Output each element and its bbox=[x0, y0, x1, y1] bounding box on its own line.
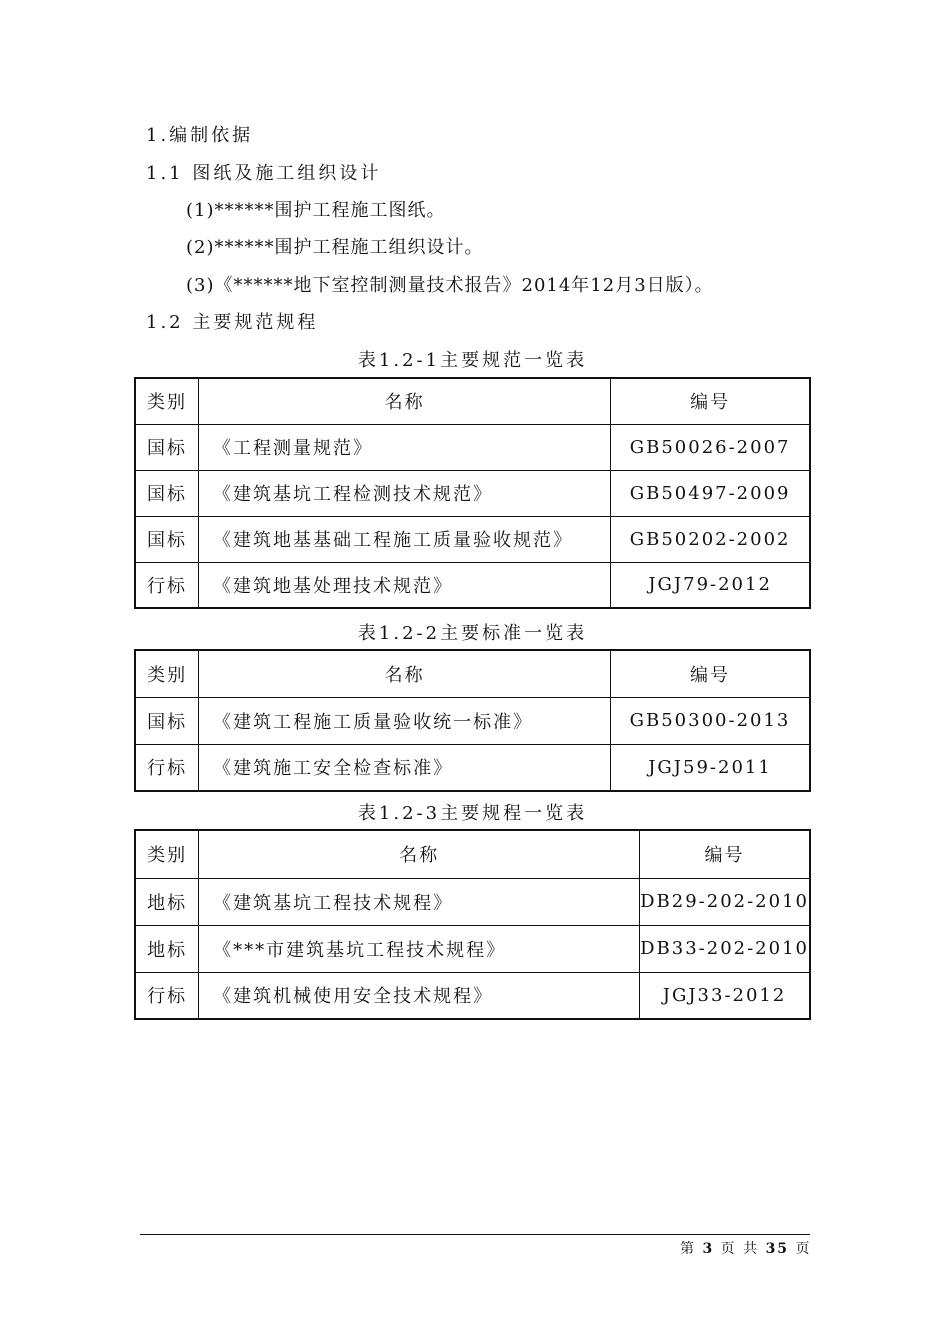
header-category: 类别 bbox=[135, 650, 199, 697]
row-code: GB50026-2007 bbox=[611, 424, 810, 470]
row-name: 《建筑机械使用安全技术规程》 bbox=[199, 972, 640, 1019]
row-code: GB50202-2002 bbox=[611, 516, 810, 562]
regulations-table bbox=[134, 829, 811, 1020]
page-footer bbox=[680, 1238, 812, 1258]
section-heading-1-2: 1.2 主要规范规程 bbox=[146, 312, 319, 333]
table-caption: 表1.2-2主要标准一览表 bbox=[357, 623, 588, 644]
row-name: 《工程测量规范》 bbox=[199, 424, 611, 470]
header-code: 编号 bbox=[640, 830, 810, 878]
table-row bbox=[135, 562, 810, 608]
row-code: JGJ33-2012 bbox=[640, 972, 810, 1019]
table-row bbox=[135, 925, 810, 972]
row-category: 地标 bbox=[135, 878, 199, 925]
row-code: JGJ79-2012 bbox=[611, 562, 810, 608]
table-header-row bbox=[135, 378, 810, 424]
row-name: 《建筑基坑工程检测技术规范》 bbox=[199, 470, 611, 516]
basis-item-2: (2)******围护工程施工组织设计。 bbox=[186, 237, 484, 258]
row-name: 《建筑地基处理技术规范》 bbox=[199, 562, 611, 608]
row-code: DB33-202-2010 bbox=[640, 925, 810, 972]
table-row bbox=[135, 878, 810, 925]
basis-item-1: (1)******围护工程施工图纸。 bbox=[186, 200, 446, 221]
row-code: DB29-202-2010 bbox=[640, 878, 810, 925]
table-header-row bbox=[135, 830, 810, 878]
header-code: 编号 bbox=[611, 378, 810, 424]
table-caption: 表1.2-1主要规范一览表 bbox=[357, 350, 588, 371]
header-name: 名称 bbox=[199, 830, 640, 878]
page-number: 3 bbox=[702, 1241, 715, 1257]
row-category: 行标 bbox=[135, 562, 199, 608]
row-category: 国标 bbox=[135, 424, 199, 470]
standards-table bbox=[134, 649, 811, 792]
table-row bbox=[135, 744, 810, 791]
row-code: GB50300-2013 bbox=[611, 697, 810, 744]
row-category: 国标 bbox=[135, 697, 199, 744]
row-name: 《建筑地基基础工程施工质量验收规范》 bbox=[199, 516, 611, 562]
row-code: JGJ59-2011 bbox=[611, 744, 810, 791]
header-category: 类别 bbox=[135, 830, 199, 878]
footer-middle: 页 共 bbox=[720, 1241, 760, 1257]
row-category: 国标 bbox=[135, 516, 199, 562]
section-heading-1: 1.编制依据 bbox=[146, 125, 254, 146]
table-caption: 表1.2-3主要规程一览表 bbox=[357, 803, 588, 824]
row-category: 行标 bbox=[135, 744, 199, 791]
header-name: 名称 bbox=[199, 650, 611, 697]
total-pages: 35 bbox=[765, 1241, 790, 1257]
row-name: 《***市建筑基坑工程技术规程》 bbox=[199, 925, 640, 972]
footer-divider bbox=[140, 1234, 810, 1235]
row-name: 《建筑施工安全检查标准》 bbox=[199, 744, 611, 791]
section-heading-1-1: 1.1 图纸及施工组织设计 bbox=[146, 163, 382, 184]
row-code: GB50497-2009 bbox=[611, 470, 810, 516]
table-row bbox=[135, 697, 810, 744]
header-code: 编号 bbox=[611, 650, 810, 697]
row-name: 《建筑工程施工质量验收统一标准》 bbox=[199, 697, 611, 744]
basis-item-3: (3)《******地下室控制测量技术报告》2014年12月3日版）。 bbox=[186, 275, 714, 296]
header-name: 名称 bbox=[199, 378, 611, 424]
header-category: 类别 bbox=[135, 378, 199, 424]
standards-table bbox=[134, 377, 811, 609]
footer-suffix: 页 bbox=[795, 1241, 812, 1257]
table-header-row bbox=[135, 650, 810, 697]
row-category: 国标 bbox=[135, 470, 199, 516]
row-category: 地标 bbox=[135, 925, 199, 972]
table-row bbox=[135, 470, 810, 516]
footer-prefix: 第 bbox=[680, 1241, 696, 1257]
table-row bbox=[135, 972, 810, 1019]
table-row bbox=[135, 424, 810, 470]
row-name: 《建筑基坑工程技术规程》 bbox=[199, 878, 640, 925]
table-row bbox=[135, 516, 810, 562]
row-category: 行标 bbox=[135, 972, 199, 1019]
